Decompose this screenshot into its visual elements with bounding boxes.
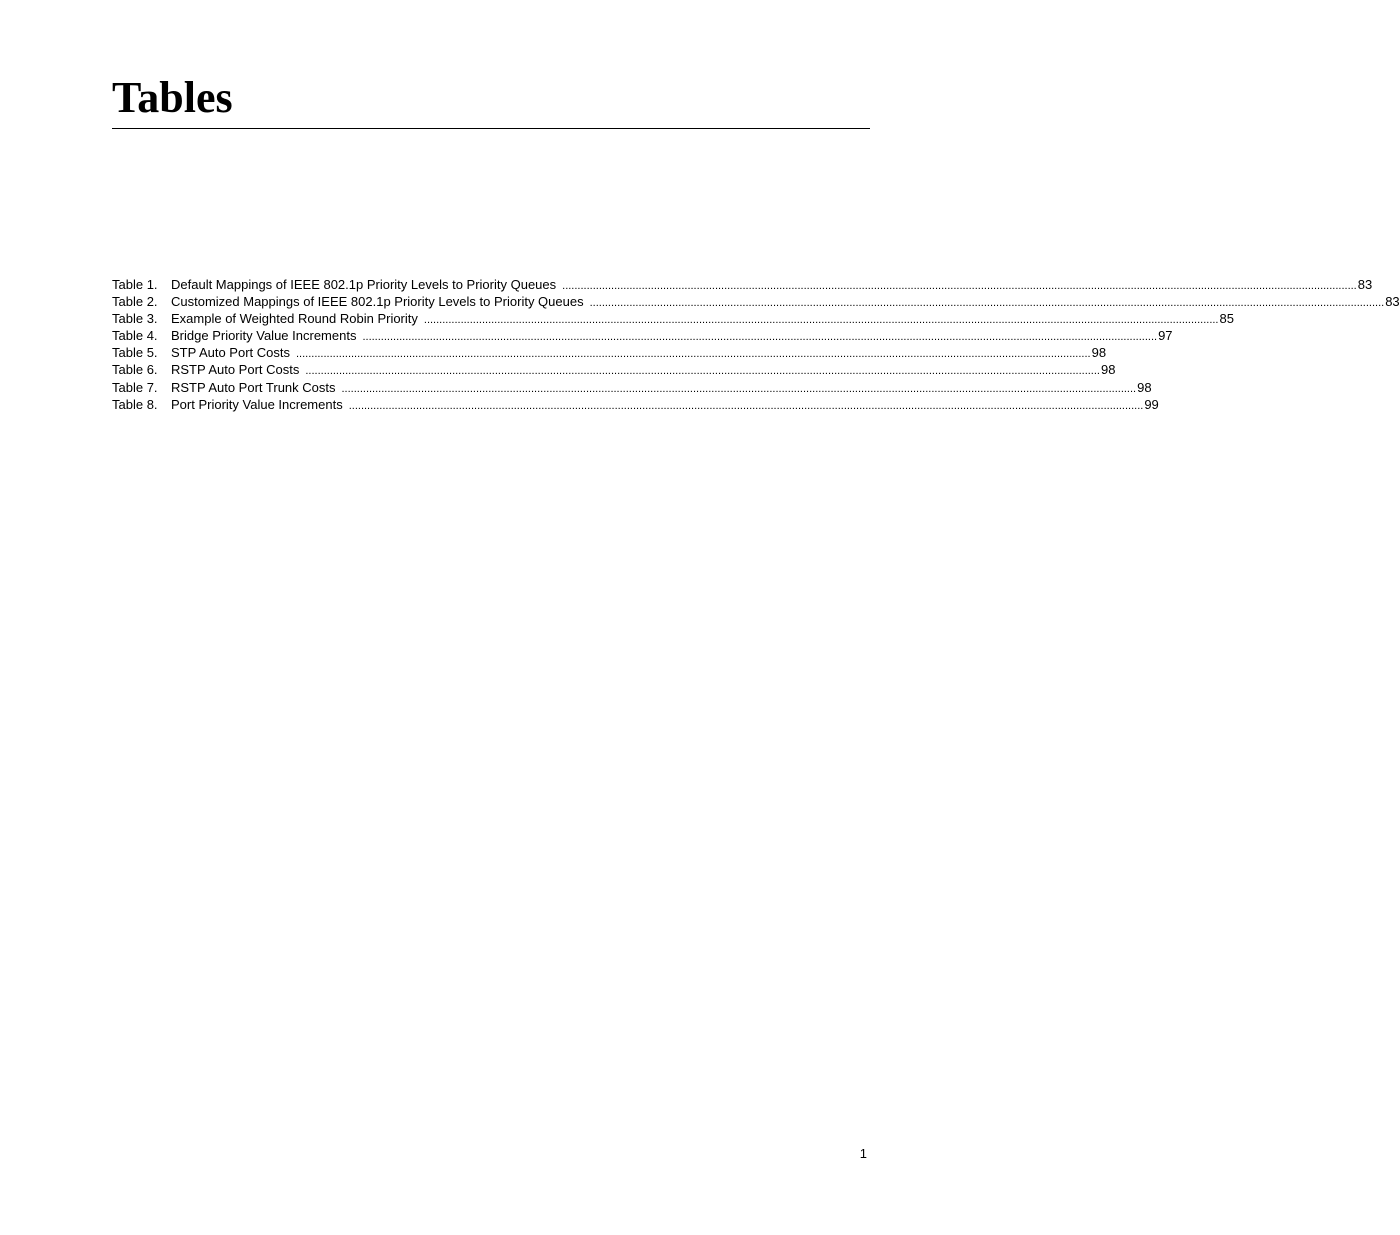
table-title: Bridge Priority Value Increments [171,328,357,344]
page-number: 1 [859,1146,867,1161]
table-title: Port Priority Value Increments [171,396,343,412]
table-number: Table 3. [112,311,158,327]
table-page: 83 [1357,277,1373,292]
toc-entry[interactable] [112,293,1400,310]
toc-entry[interactable] [112,396,1159,413]
dot-leader: .................................................................................................................................................................................................................................................................... [295,348,1091,361]
table-page: 99 [1144,396,1159,412]
table-page: 85 [1219,311,1234,327]
table-number: Table 6. [112,362,158,378]
table-page: 83 [1385,294,1400,310]
page-title: Tables [112,73,233,122]
table-page: 97 [1158,328,1173,344]
toc-entry[interactable] [112,310,1234,327]
toc-entry[interactable] [112,379,1152,396]
dot-leader: .................................................................................................................................................................................................................................................................... [423,314,1219,327]
table-number: Table 5. [112,345,158,361]
table-number: Table 7. [112,379,158,395]
table-number: Table 8. [112,396,158,412]
dot-leader: .................................................................................................................................................................................................................................................................... [341,382,1137,395]
table-page: 98 [1100,362,1116,378]
title-rule [112,128,870,129]
toc-entry[interactable] [112,276,1373,293]
dot-leader: .................................................................................................................................................................................................................................................................... [348,399,1144,412]
table-title: Default Mappings of IEEE 802.1p Priority Levels to Priority Queues [171,277,557,292]
table-number: Table 1. [112,277,158,292]
toc-entry[interactable] [112,327,1173,344]
toc-entry[interactable] [112,361,1116,378]
dot-leader: .................................................................................................................................................................................................................................................................... [362,331,1158,344]
dot-leader: .................................................................................................................................................................................................................................................................... [562,280,1357,292]
dot-leader: .................................................................................................................................................................................................................................................................... [305,365,1100,378]
list-of-tables [112,276,1400,413]
table-title: RSTP Auto Port Trunk Costs [171,379,336,395]
table-title: Customized Mappings of IEEE 802.1p Priority Levels to Priority Queues [171,294,584,310]
table-title: Example of Weighted Round Robin Priority [171,311,418,327]
table-title: STP Auto Port Costs [171,345,290,361]
table-title: RSTP Auto Port Costs [171,362,300,378]
table-page: 98 [1091,345,1107,361]
table-number: Table 2. [112,294,158,310]
toc-entry[interactable] [112,344,1107,361]
table-page: 98 [1137,379,1152,395]
table-number: Table 4. [112,328,158,344]
dot-leader: .................................................................................................................................................................................................................................................................... [589,297,1385,310]
